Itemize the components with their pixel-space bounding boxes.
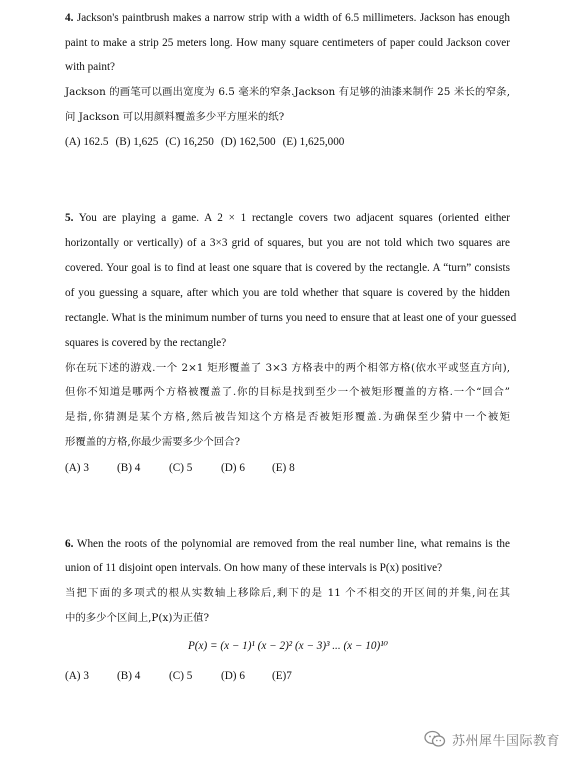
q4-option-a: (A) 162.5 <box>65 136 109 148</box>
q4-cn-line-1: Jackson 的画笔可以画出宽度为 6.5 毫米的窄条.Jackson 有足够的油漆来制作 25 米长的窄条, <box>65 86 510 98</box>
q5-option-e: (E) 8 <box>272 462 295 474</box>
q6-number: 6. <box>65 538 74 550</box>
q5-en-line-1-text: You are playing a game. A 2 × 1 rectangle covers two adjacent squares (oriented either <box>78 212 510 224</box>
q6-en-line-2: union of 11 disjoint open intervals. On how many of these intervals is P(x) positive? <box>65 562 443 574</box>
q5-cn-line-2: 但你不知道是哪两个方格被覆盖了.你的目标是找到至少一个被矩形覆盖的方格.一个“回合” <box>65 386 510 398</box>
q5-option-a: (A) 3 <box>65 462 89 474</box>
q4-option-b: (B) 1,625 <box>115 136 159 148</box>
q4-en-line-2: paint to make a strip 25 meters long. How many square centimeters of paper could Jackson cover <box>65 37 510 49</box>
q5-cn-line-3: 是指,你猜测是某个方格,然后被告知这个方格是否被矩形覆盖.为确保至少猜中一个被矩 <box>65 411 510 423</box>
q6-option-d: (D) 6 <box>221 670 245 682</box>
q5-en-line-6: squares is covered by the rectangle? <box>65 337 227 349</box>
q5-en-line-3: covered. Your goal is to find at least one square that is covered by the rectangle. A “turn” consists <box>65 262 510 274</box>
q4-en-line-1 <box>65 11 510 25</box>
q5-en-line-2: horizontally or vertically) of a 3×3 grid of squares, but you are not told which two squares are <box>65 237 510 249</box>
watermark-text: 苏州犀牛国际教育 <box>451 733 560 749</box>
q5-en-line-5: rectangle. What is the minimum number of turns you need to ensure that at least one of your guessed <box>65 312 517 324</box>
watermark <box>424 728 560 750</box>
wechat-icon <box>424 730 446 748</box>
q4-option-d: (D) 162,500 <box>220 136 276 148</box>
q4-option-c: (C) 16,250 <box>165 136 214 148</box>
q4-number: 4. <box>65 12 74 24</box>
q5-options <box>65 461 510 475</box>
q5-option-b: (B) 4 <box>117 462 141 474</box>
q6-formula: P(x) = (x − 1)¹ (x − 2)² (x − 3)³ ... (x − 10)¹⁰ <box>187 640 389 652</box>
q5-cn-line-4: 形覆盖的方格,你最少需要多少个回合? <box>65 436 241 448</box>
q4-option-e: (E) 1,625,000 <box>282 136 345 148</box>
q6-en-line-1-text: When the roots of the polynomial are removed from the real number line, what remains is the <box>76 538 510 550</box>
q5-option-d: (D) 6 <box>221 462 245 474</box>
q4-en-line-3: with paint? <box>65 61 116 73</box>
q5-en-line-1 <box>65 211 510 225</box>
q4-en-line-1-text: Jackson's paintbrush makes a narrow strip with a width of 6.5 millimeters. Jackson has enough <box>76 12 510 24</box>
q4-options <box>65 135 510 149</box>
q5-cn-line-1: 你在玩下述的游戏.一个 2×1 矩形覆盖了 3×3 方格表中的两个相邻方格(依水平或竖直方向), <box>65 362 510 374</box>
q5-option-c: (C) 5 <box>169 462 193 474</box>
q5-number: 5. <box>65 212 74 224</box>
q6-cn-line-2: 中的多少个区间上,P(x)为正值? <box>65 612 210 624</box>
q6-option-b: (B) 4 <box>117 670 141 682</box>
q6-en-line-1 <box>65 537 510 551</box>
q5-en-line-4: of you guessing a square, after which you are told whether that square is covered by the hidden <box>65 287 510 299</box>
q6-cn-line-1: 当把下面的多项式的根从实数轴上移除后,剩下的是 11 个不相交的开区间的并集,问在其 <box>65 587 510 599</box>
q4-cn-line-2: 问 Jackson 可以用颜料覆盖多少平方厘米的纸? <box>65 111 285 123</box>
q6-option-c: (C) 5 <box>169 670 193 682</box>
q6-options <box>65 669 510 683</box>
q6-option-a: (A) 3 <box>65 670 89 682</box>
q6-option-e: (E)7 <box>272 670 292 682</box>
